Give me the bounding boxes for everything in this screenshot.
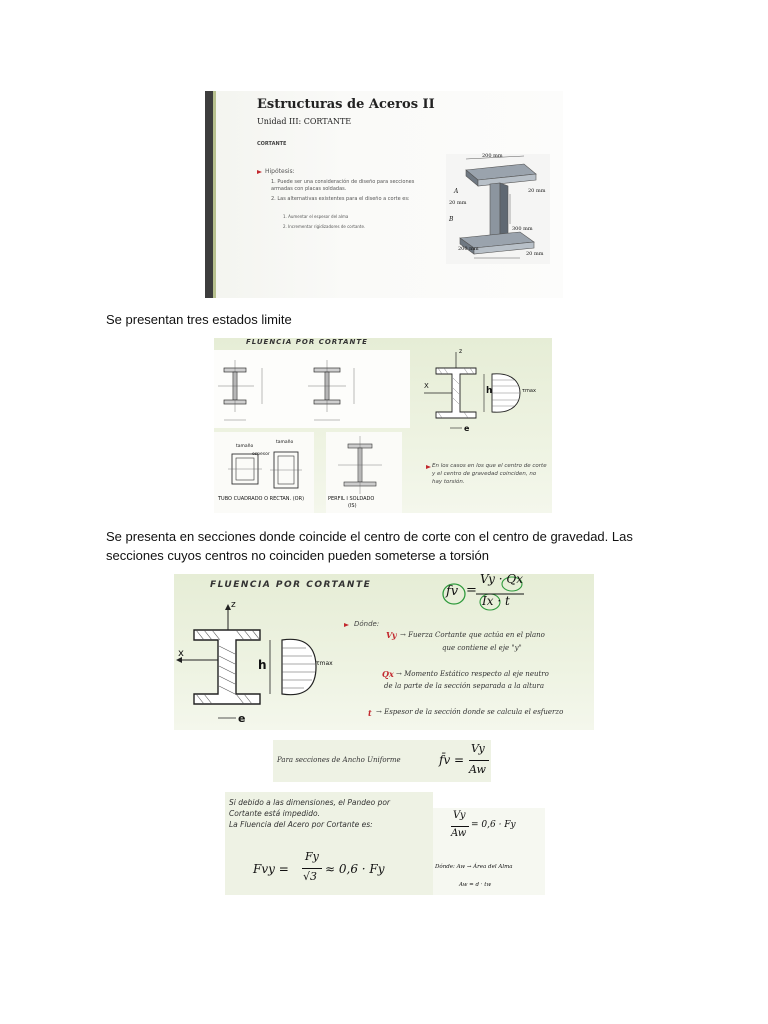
pandeo-num: Fy: [305, 850, 319, 863]
point-a: A: [454, 188, 459, 195]
box-ancho-uniforme: [273, 740, 491, 782]
label-z: z: [231, 600, 236, 610]
shear-diagram-small: [424, 348, 544, 438]
pandeo-approx: ≈ 0,6 · Fy: [325, 862, 385, 876]
t-symbol: t: [368, 708, 372, 718]
dim-web: 300 mm: [512, 226, 533, 232]
profile-sub: (IS): [348, 503, 357, 509]
tube-tam2: tamaño: [276, 440, 294, 445]
label-e-small: e: [464, 424, 470, 433]
box-area-alma: [433, 808, 545, 895]
vy-text: → Fuerza Cortante que actúa en el plano: [400, 631, 545, 639]
dim-top: 200 mm: [482, 153, 503, 159]
pandeo-fraction-bar: [302, 868, 322, 869]
formula-lhs: fv: [446, 584, 459, 599]
area-donde: Dónde: Aw → Área del Alma: [435, 864, 513, 870]
caption-estados: Se presentan tres estados limite: [106, 312, 292, 327]
subitem-1: 1. Aumentar el espesor del alma: [283, 214, 349, 219]
slide3-title: FLUENCIA POR CORTANTE: [210, 580, 372, 590]
label-x: x: [178, 648, 184, 659]
slide-section: CORTANTE: [257, 141, 287, 147]
area-den: Aw: [451, 828, 467, 839]
area-num: Vy: [453, 810, 466, 821]
subitem-2: 2. Incrementar rigidizadores de cortante.: [283, 224, 366, 229]
uniform-label: Para secciones de Ancho Uniforme: [277, 756, 401, 764]
slide-unit: Unidad III: CORTANTE: [257, 117, 352, 126]
note-arrow-icon: [426, 465, 431, 469]
t-text: → Espesor de la sección donde se calcula el esfuerzo: [376, 708, 564, 716]
slide-title: Estructuras de Aceros II: [257, 97, 435, 112]
slide-estructuras: [205, 91, 563, 298]
note-text: En los casos en los que el centro de corte y el centro de gravedad coinciden, no hay torsión.: [432, 463, 547, 485]
label-z-small: z: [459, 348, 463, 355]
profiles-panel: [214, 350, 410, 428]
slide2-title: FLUENCIA POR CORTANTE: [246, 338, 368, 346]
label-x-small: X: [424, 382, 429, 390]
pandeo-line2: Cortante está impedido.: [229, 809, 320, 818]
item-1: 1. Puede ser una consideración de diseño para secciones armadas con placas soldadas.: [271, 179, 415, 192]
area-fraction-bar: [451, 826, 469, 827]
point-b: B: [449, 216, 454, 223]
uniform-den: Aw: [469, 763, 486, 776]
vy-symbol: Vy: [386, 630, 397, 640]
tube-panel: [214, 432, 314, 513]
profile-label: PERFIL I SOLDADO: [328, 496, 375, 502]
formula-eq: =: [466, 583, 477, 598]
uniform-lhs: f̄v =: [439, 753, 465, 767]
caption-torsion: Se presenta en secciones donde coincide el centro de corte con el centro de gravedad. Las secciones cuyos centros no coinciden pueden someterse a torsión: [106, 529, 633, 563]
pandeo-line1: Si debido a las dimensiones, el Pandeo por: [229, 798, 391, 807]
box-pandeo: [225, 792, 433, 895]
tube-label: TUBO CUADRADO O RECTAN. (OR): [218, 496, 305, 502]
item-2: 2. Las alternativas existentes para el diseño a corte es:: [271, 196, 410, 202]
tube-tam1: tamaño: [236, 444, 254, 449]
formula-den: Ix · t: [482, 594, 510, 608]
qx-text2: de la parte de la sección separada a la altura: [384, 682, 544, 690]
label-h-small: h: [486, 386, 493, 396]
formula-num: Vy · Qx: [480, 574, 524, 586]
hipotesis-label: Hipótesis:: [265, 168, 295, 175]
donde-label: Dónde:: [354, 620, 380, 628]
dim-br: 20 mm: [526, 251, 544, 257]
dim-bottom: 200 mm: [458, 246, 479, 252]
donde-arrow-icon: [344, 623, 349, 627]
tube-esp: espesor: [252, 452, 270, 457]
area-eq: = 0,6 · Fy: [471, 820, 516, 830]
qx-text: → Momento Estático respecto al eje neutro: [396, 670, 549, 678]
pandeo-formula: Fvy =: [253, 862, 289, 876]
dim-left: 20 mm: [449, 200, 467, 206]
slide-fluencia-2: [174, 574, 594, 730]
pandeo-den: √3: [303, 870, 318, 883]
shear-formula: [442, 574, 552, 616]
vy-text2: que contiene el eje "y": [442, 644, 522, 652]
area-aw: Aw = d · tw: [459, 882, 492, 888]
beam-picture: [446, 154, 550, 264]
bullet-arrow-icon: [257, 170, 262, 174]
label-e: e: [238, 712, 246, 725]
profile-is-panel: [326, 432, 402, 513]
label-h: h: [258, 658, 267, 672]
label-tmax-small: τmax: [522, 388, 536, 394]
pandeo-line3: La Fluencia del Acero por Cortante es:: [229, 820, 373, 829]
label-tmax: τmax: [316, 660, 333, 667]
dim-right1: 20 mm: [528, 188, 546, 194]
uniform-fraction-bar: [469, 760, 489, 761]
shear-diagram: [174, 602, 339, 730]
slide-fluencia-1: [214, 338, 552, 513]
qx-symbol: Qx: [382, 669, 394, 679]
uniform-num: Vy: [471, 742, 485, 755]
